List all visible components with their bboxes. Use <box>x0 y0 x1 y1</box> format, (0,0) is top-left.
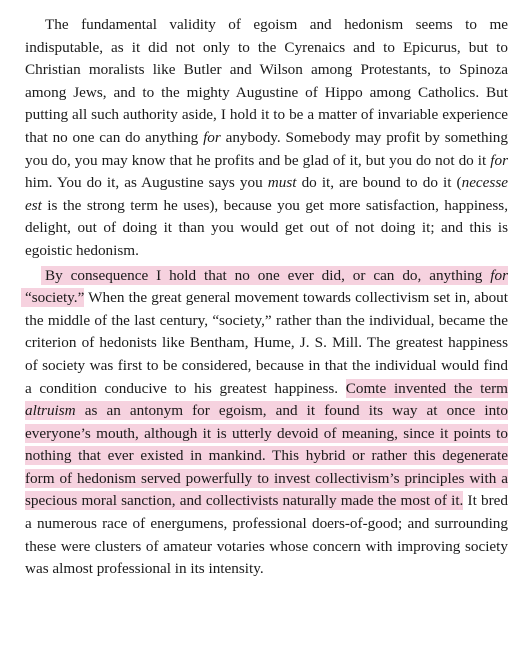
p1-seg-3: for <box>490 151 508 169</box>
p1-seg-7: necesse est <box>25 174 508 214</box>
p1-seg-4: him. You do it, as Augustine says you <box>25 174 268 192</box>
p1-seg-8: is the strong term he uses), because you get more satisfaction, happiness, delight, out of doing it than you would get out of not doing it; and this is egoistic hedonism. <box>25 196 508 259</box>
paragraph-egoism-validity <box>25 14 508 263</box>
p2-seg-4: Comte invented the term <box>345 379 508 397</box>
p1-seg-5: must <box>267 174 297 192</box>
p2-seg-1: for <box>490 266 508 284</box>
p2-seg-5: altruism <box>25 402 76 420</box>
p1-seg-0: The fundamental validity of egoism and hedonism seems to me indisputable, as it did not only to the Cyrenaics and to Epicurus, but to Christian moralists like Butler and Wilson among Protestants, to Spinoza among Jews, and to the mighty Augustine of Hippo among Catholics. But putting all such authority aside, I hold it to be a matter of invariable experience that no one can do anything <box>25 16 508 146</box>
p2-seg-7: It bred a numerous race of energumens, professional doers-of-good; and surrounding these were clusters of amateur votaries whose concern with improving society was almost professional in its intensity. <box>25 492 509 578</box>
p1-seg-1: for <box>203 128 221 146</box>
p2-seg-2: “society.” <box>25 289 85 307</box>
p2-seg-0: By consequence I hold that no one ever did, or can do, anything <box>45 266 491 284</box>
p2-seg-6: as an antonym for egoism, and it found its way at once into everyone’s mouth, although it is utterly devoid of meaning, since it points to nothing that ever existed in mankind. This hybrid or rather this degenerate form of hedonism served powerfully to invest collectivism’s principles with a specious moral sanction, and collectivists naturally made the most of it. <box>25 402 508 510</box>
p1-seg-6: do it, are bound to do it ( <box>296 174 462 192</box>
p2-seg-3: When the great general movement towards collectivism set in, about the middle of the last century, “society,” rather than the individual, became the criterion of hedonists like Bentham, Hume, J. S. Mill. The greatest happiness of society was first to be considered, because in that the individual would find a condition conducive to his greatest happiness. <box>25 289 508 397</box>
paragraph-society-altruism <box>25 265 508 581</box>
highlight-comte-altruism <box>25 379 508 511</box>
p1-seg-2: anybody. Somebody may profit by something you do, you may know that he profits and be glad of it, but you do not do it <box>25 128 508 169</box>
